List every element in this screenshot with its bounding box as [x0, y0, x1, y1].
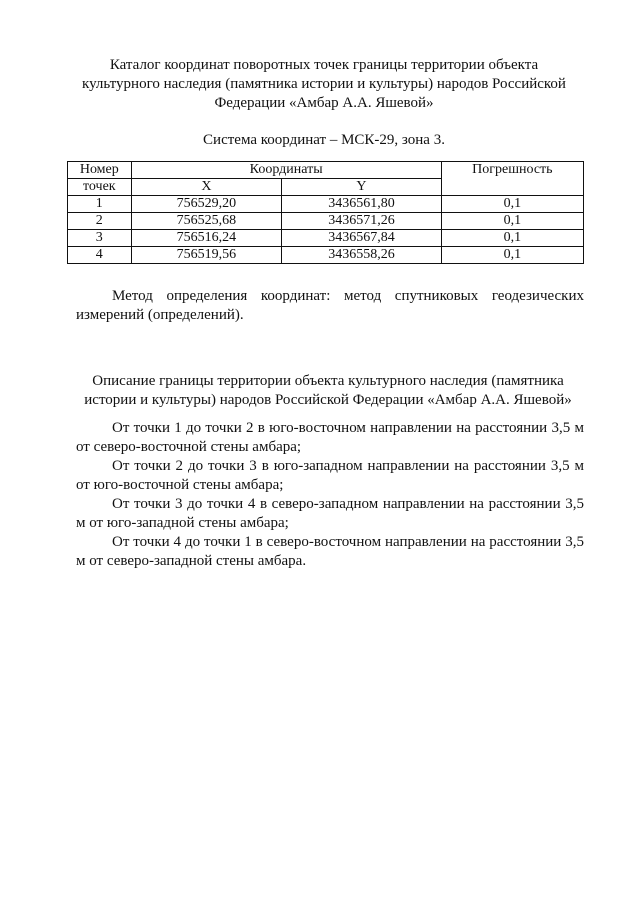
table-row: [68, 230, 584, 247]
header-error: Погрешность: [441, 162, 583, 196]
cell-err: 0,1: [441, 230, 583, 247]
cell-x: 756525,68: [131, 213, 282, 230]
boundary-description: [76, 419, 584, 571]
cell-err: 0,1: [441, 247, 583, 264]
cell-y: 3436571,26: [282, 213, 441, 230]
header-points: точек: [68, 179, 132, 196]
description-paragraph: От точки 4 до точки 1 в северо-восточном направлении на расстоянии 3,5 м от северо-западной стены амбара.: [76, 534, 584, 569]
cell-num: 1: [68, 196, 132, 213]
method-text: Метод определения координат: метод спутниковых геодезических измерений (определений).: [76, 288, 584, 323]
title-line: культурного наследия (памятника истории и культуры) народов Российской: [82, 76, 566, 92]
cell-x: 756519,56: [131, 247, 282, 264]
cell-err: 0,1: [441, 213, 583, 230]
description-title-line: истории и культуры) народов Российской Федерации «Амбар А.А. Яшевой»: [84, 392, 572, 408]
cell-y: 3436567,84: [282, 230, 441, 247]
header-number: Номер: [68, 162, 132, 179]
cell-y: 3436558,26: [282, 247, 441, 264]
description-paragraph: От точки 2 до точки 3 в юго-западном направлении на расстоянии 3,5 м от юго-восточной стены амбара;: [76, 458, 584, 493]
cell-num: 2: [68, 213, 132, 230]
cell-num: 3: [68, 230, 132, 247]
header-y: Y: [282, 179, 441, 196]
title-line: Каталог координат поворотных точек границы территории объекта: [109, 57, 539, 73]
method-paragraph: [76, 287, 584, 325]
coordinate-system: Система координат – МСК-29, зона 3.: [203, 132, 445, 148]
description-paragraph: От точки 1 до точки 2 в юго-восточном направлении на расстоянии 3,5 м от северо-восточной стены амбара;: [76, 420, 584, 455]
cell-x: 756529,20: [131, 196, 282, 213]
cell-y: 3436561,80: [282, 196, 441, 213]
document-title: [64, 56, 584, 113]
title-line: Федерации «Амбар А.А. Яшевой»: [214, 95, 434, 111]
coordinates-table: [67, 161, 584, 264]
header-coordinates: Координаты: [131, 162, 441, 179]
cell-num: 4: [68, 247, 132, 264]
cell-err: 0,1: [441, 196, 583, 213]
description-title: [64, 372, 592, 410]
table-row: [68, 247, 584, 264]
cell-x: 756516,24: [131, 230, 282, 247]
table-row: [68, 196, 584, 213]
table-header-row: [68, 162, 584, 179]
description-paragraph: От точки 3 до точки 4 в северо-западном направлении на расстоянии 3,5 м от юго-западной стены амбара;: [76, 496, 584, 531]
table-row: [68, 213, 584, 230]
description-title-line: Описание границы территории объекта культурного наследия (памятника: [92, 373, 564, 389]
header-x: X: [131, 179, 282, 196]
